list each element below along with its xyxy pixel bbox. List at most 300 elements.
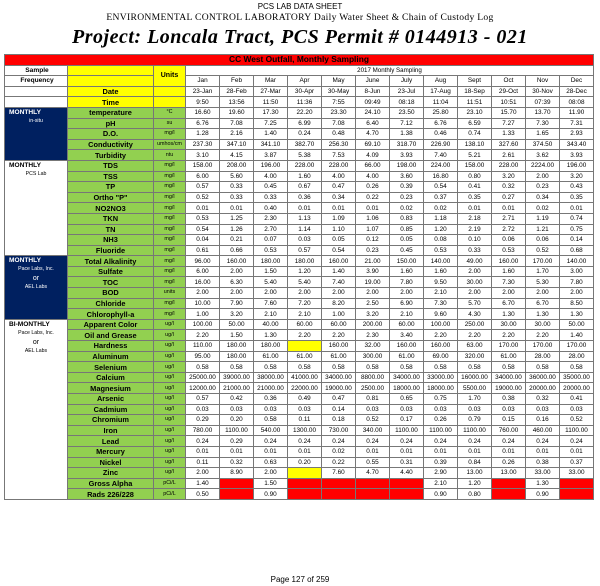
value-cell: 2.00 xyxy=(186,468,220,479)
row-ph xyxy=(5,118,594,129)
row-nh3 xyxy=(5,235,594,246)
value-cell: 0.33 xyxy=(254,192,288,203)
value-cell: 13.00 xyxy=(458,468,492,479)
value-cell: 7.40 xyxy=(322,277,356,288)
value-cell: 1.18 xyxy=(424,213,458,224)
value-cell: 3.10 xyxy=(186,150,220,161)
value-cell: 1.40 xyxy=(186,478,220,489)
row-chlorophyll-a xyxy=(5,309,594,320)
frequency-main: MONTHLY xyxy=(9,257,41,265)
value-cell: 1.30 xyxy=(560,309,594,320)
value-cell: 17.30 xyxy=(254,107,288,118)
row-bod xyxy=(5,288,594,299)
value-cell xyxy=(492,489,526,500)
value-cell: 1.30 xyxy=(526,478,560,489)
value-cell: 36000.00 xyxy=(526,372,560,383)
parameter-name: Mercury xyxy=(68,446,154,457)
value-cell: 8800.00 xyxy=(356,372,390,383)
value-cell: 0.22 xyxy=(356,192,390,203)
unit-cell: ug/l xyxy=(154,341,186,352)
value-cell: 6.99 xyxy=(288,118,322,129)
value-cell: 196.00 xyxy=(560,160,594,171)
value-cell: 0.34 xyxy=(322,192,356,203)
value-cell: 0.35 xyxy=(458,192,492,203)
value-cell: 1.50 xyxy=(220,330,254,341)
value-cell: 5.38 xyxy=(288,150,322,161)
value-cell: 6.30 xyxy=(220,277,254,288)
value-cell: 3.20 xyxy=(492,171,526,182)
value-cell xyxy=(288,468,322,479)
row-gross-alpha xyxy=(5,478,594,489)
date-cell: 8-Jun xyxy=(356,86,390,97)
row-no2no3 xyxy=(5,203,594,214)
row-tkn xyxy=(5,213,594,224)
value-cell: 0.03 xyxy=(424,404,458,415)
value-cell: 1.33 xyxy=(492,129,526,140)
value-cell: 1.50 xyxy=(254,478,288,489)
value-cell: 1.21 xyxy=(526,224,560,235)
value-cell: 0.27 xyxy=(492,192,526,203)
value-cell: 2.20 xyxy=(492,330,526,341)
row-nickel xyxy=(5,457,594,468)
value-cell: 7.27 xyxy=(492,118,526,129)
value-cell: 0.32 xyxy=(526,394,560,405)
value-cell: 61.00 xyxy=(254,351,288,362)
value-cell: 5500.00 xyxy=(458,383,492,394)
value-cell: 3.20 xyxy=(560,171,594,182)
value-cell: 0.58 xyxy=(254,362,288,373)
time-cell: 11:50 xyxy=(254,97,288,108)
value-cell: 0.47 xyxy=(322,394,356,405)
value-cell: 1.60 xyxy=(390,266,424,277)
frequency-main: MONTHLY xyxy=(9,108,41,116)
value-cell: 0.03 xyxy=(560,404,594,415)
date-cell: 23-Jan xyxy=(186,86,220,97)
value-cell: 0.41 xyxy=(560,394,594,405)
row-apparent-color xyxy=(5,319,594,330)
value-cell: 4.30 xyxy=(458,309,492,320)
value-cell: 2.61 xyxy=(492,150,526,161)
value-cell: 7.53 xyxy=(322,150,356,161)
value-cell: 2.00 xyxy=(492,288,526,299)
month-header: Nov xyxy=(526,76,560,87)
row-conductivity xyxy=(5,139,594,150)
row-tp xyxy=(5,182,594,193)
frequency-lab: AEL Labs xyxy=(24,284,48,291)
value-cell: 21000.00 xyxy=(220,383,254,394)
value-cell: 1.14 xyxy=(288,224,322,235)
value-cell xyxy=(220,489,254,500)
unit-cell: ug/l xyxy=(154,436,186,447)
value-cell: 3.90 xyxy=(356,266,390,277)
table-body xyxy=(5,55,594,500)
value-cell: 0.58 xyxy=(424,362,458,373)
value-cell: 3.20 xyxy=(356,309,390,320)
time-cell: 11:51 xyxy=(458,97,492,108)
value-cell: 228.00 xyxy=(288,160,322,171)
value-cell: 237.30 xyxy=(186,139,220,150)
parameter-name: Hardness xyxy=(68,341,154,352)
value-cell: 2224.00 xyxy=(526,160,560,171)
value-cell: 0.23 xyxy=(356,245,390,256)
value-cell: 30.00 xyxy=(526,319,560,330)
value-cell: 9.60 xyxy=(424,309,458,320)
value-cell: 6.70 xyxy=(526,298,560,309)
value-cell: 341.10 xyxy=(254,139,288,150)
value-cell: 1.07 xyxy=(356,224,390,235)
row-calcium xyxy=(5,372,594,383)
value-cell: 0.49 xyxy=(288,394,322,405)
value-cell: 33.00 xyxy=(526,468,560,479)
value-cell: 0.58 xyxy=(288,362,322,373)
value-cell xyxy=(288,341,322,352)
unit-cell: ug/l xyxy=(154,383,186,394)
value-cell: 0.01 xyxy=(186,446,220,457)
blank-cell xyxy=(154,86,186,97)
unit-cell: su xyxy=(154,118,186,129)
row-temperature xyxy=(5,107,594,118)
value-cell: 95.00 xyxy=(186,351,220,362)
row-selenium xyxy=(5,362,594,373)
parameter-name: NH3 xyxy=(68,235,154,246)
value-cell: 2.30 xyxy=(356,330,390,341)
date-cell: 27-Mar xyxy=(254,86,288,97)
parameter-name: Total Alkalinity xyxy=(68,256,154,267)
unit-cell: ug/l xyxy=(154,351,186,362)
value-cell: 2.10 xyxy=(424,478,458,489)
date-cell: 29-Oct xyxy=(492,86,526,97)
value-cell: 2.18 xyxy=(458,213,492,224)
parameter-name: Apparent Color xyxy=(68,319,154,330)
value-cell: 0.24 xyxy=(458,436,492,447)
value-cell: 2.00 xyxy=(322,288,356,299)
row-fluoride xyxy=(5,245,594,256)
value-cell: 0.34 xyxy=(526,192,560,203)
value-cell: 25000.00 xyxy=(186,372,220,383)
time-cell: 11:04 xyxy=(424,97,458,108)
unit-cell: mg/l xyxy=(154,192,186,203)
units-header: Units xyxy=(154,65,186,86)
value-cell: 6.00 xyxy=(186,171,220,182)
value-cell: 0.33 xyxy=(220,182,254,193)
banner-title: CC West Outfall, Monthly Sampling xyxy=(5,55,594,66)
month-header: Feb xyxy=(220,76,254,87)
value-cell xyxy=(322,489,356,500)
parameter-name: Chromium xyxy=(68,415,154,426)
value-cell: 0.07 xyxy=(254,235,288,246)
value-cell: 0.23 xyxy=(390,192,424,203)
value-cell: 0.21 xyxy=(220,235,254,246)
value-cell: 0.03 xyxy=(526,404,560,415)
value-cell: 5.21 xyxy=(458,150,492,161)
value-cell: 19000.00 xyxy=(492,383,526,394)
frequency-group xyxy=(5,256,68,320)
value-cell: 63.00 xyxy=(458,341,492,352)
value-cell: 1.13 xyxy=(288,213,322,224)
sampling-title: 2017 Monthly Sampling xyxy=(186,65,594,76)
month-row xyxy=(5,76,594,87)
value-cell: 1.65 xyxy=(526,129,560,140)
value-cell: 9.50 xyxy=(424,277,458,288)
unit-cell: mg/l xyxy=(154,256,186,267)
value-cell: 4.70 xyxy=(356,468,390,479)
value-cell: 0.10 xyxy=(458,235,492,246)
value-cell: 180.00 xyxy=(288,256,322,267)
time-cell: 08:18 xyxy=(390,97,424,108)
parameter-name: Cadmium xyxy=(68,404,154,415)
value-cell: 0.03 xyxy=(186,404,220,415)
date-cell: 23-Jul xyxy=(390,86,424,97)
value-cell: 0.58 xyxy=(220,362,254,373)
value-cell: 140.00 xyxy=(424,256,458,267)
date-cell: 30-May xyxy=(322,86,356,97)
value-cell xyxy=(390,489,424,500)
value-cell: 1.38 xyxy=(390,129,424,140)
parameter-name: TN xyxy=(68,224,154,235)
frequency-lab: or xyxy=(32,338,40,346)
value-cell: 0.01 xyxy=(288,203,322,214)
value-cell: 0.01 xyxy=(492,203,526,214)
value-cell: 0.58 xyxy=(390,362,424,373)
value-cell: 0.57 xyxy=(288,245,322,256)
month-header: Jan xyxy=(186,76,220,87)
value-cell: 6.70 xyxy=(492,298,526,309)
value-cell: 0.01 xyxy=(356,446,390,457)
value-cell: 0.53 xyxy=(186,213,220,224)
value-cell: 0.58 xyxy=(458,362,492,373)
value-cell: 34000.00 xyxy=(322,372,356,383)
value-cell: 0.24 xyxy=(322,436,356,447)
value-cell: 11.90 xyxy=(560,107,594,118)
time-cell: 11:36 xyxy=(288,97,322,108)
month-header: June xyxy=(356,76,390,87)
value-cell: 1.00 xyxy=(322,309,356,320)
value-cell: 3.60 xyxy=(390,171,424,182)
unit-cell: ntu xyxy=(154,150,186,161)
unit-cell: mg/l xyxy=(154,235,186,246)
value-cell: 2.30 xyxy=(254,213,288,224)
value-cell: 7.80 xyxy=(560,277,594,288)
frequency-lab: in-situ xyxy=(29,117,43,124)
row-magnesium xyxy=(5,383,594,394)
unit-cell: ug/l xyxy=(154,362,186,373)
value-cell: 0.24 xyxy=(254,436,288,447)
value-cell: 0.58 xyxy=(322,362,356,373)
date-cell: 30-Nov xyxy=(526,86,560,97)
value-cell: 69.10 xyxy=(356,139,390,150)
value-cell: 32.00 xyxy=(356,341,390,352)
value-cell: 0.75 xyxy=(560,224,594,235)
value-cell: 0.63 xyxy=(254,457,288,468)
value-cell: 50.00 xyxy=(560,319,594,330)
value-cell: 0.05 xyxy=(390,235,424,246)
unit-cell: ug/l xyxy=(154,425,186,436)
value-cell: 1.60 xyxy=(424,266,458,277)
date-row xyxy=(5,86,594,97)
value-cell: 7.30 xyxy=(424,298,458,309)
unit-cell: umhos/cm xyxy=(154,139,186,150)
value-cell: 1.28 xyxy=(186,129,220,140)
unit-cell: mg/l xyxy=(154,182,186,193)
month-header: Aug xyxy=(424,76,458,87)
parameter-name: Turbidity xyxy=(68,150,154,161)
value-cell: 0.24 xyxy=(288,436,322,447)
value-cell: 1.26 xyxy=(220,224,254,235)
value-cell: 0.40 xyxy=(254,203,288,214)
value-cell: 0.50 xyxy=(186,489,220,500)
value-cell xyxy=(288,489,322,500)
parameter-name: Conductivity xyxy=(68,139,154,150)
value-cell: 0.52 xyxy=(560,415,594,426)
value-cell: 0.12 xyxy=(356,235,390,246)
value-cell: 0.24 xyxy=(424,436,458,447)
date-cell: 17-Aug xyxy=(424,86,458,97)
date-cell: 18-Sep xyxy=(458,86,492,97)
time-cell: 09:49 xyxy=(356,97,390,108)
value-cell: 2.71 xyxy=(492,213,526,224)
parameter-name: BOD xyxy=(68,288,154,299)
value-cell: 4.00 xyxy=(356,171,390,182)
value-cell: 2.20 xyxy=(322,330,356,341)
value-cell: 0.38 xyxy=(492,394,526,405)
value-cell: 100.00 xyxy=(186,319,220,330)
value-cell: 5.70 xyxy=(458,298,492,309)
parameter-name: Chloride xyxy=(68,298,154,309)
water-data-table xyxy=(4,54,594,500)
value-cell: 12000.00 xyxy=(186,383,220,394)
value-cell: 0.75 xyxy=(424,394,458,405)
value-cell: 0.01 xyxy=(254,446,288,457)
value-cell: 180.00 xyxy=(254,341,288,352)
value-cell: 138.10 xyxy=(458,139,492,150)
row-aluminum xyxy=(5,351,594,362)
value-cell: 6.76 xyxy=(424,118,458,129)
value-cell: 2.10 xyxy=(254,309,288,320)
value-cell: 0.03 xyxy=(288,404,322,415)
value-cell: 0.01 xyxy=(186,203,220,214)
value-cell: 7.80 xyxy=(390,277,424,288)
value-cell: 3.40 xyxy=(390,330,424,341)
value-cell: 0.06 xyxy=(526,235,560,246)
value-cell: 15.70 xyxy=(492,107,526,118)
parameter-name: Lead xyxy=(68,436,154,447)
value-cell: 0.26 xyxy=(492,457,526,468)
value-cell: 0.02 xyxy=(424,203,458,214)
value-cell: 13.70 xyxy=(526,107,560,118)
row-cadmium xyxy=(5,404,594,415)
value-cell: 30.00 xyxy=(458,277,492,288)
value-cell: 0.02 xyxy=(322,446,356,457)
value-cell: 208.00 xyxy=(220,160,254,171)
unit-cell: ug/l xyxy=(154,394,186,405)
value-cell: 3.87 xyxy=(254,150,288,161)
value-cell: 0.48 xyxy=(322,129,356,140)
unit-cell: pCi/L xyxy=(154,489,186,500)
value-cell: 2.00 xyxy=(254,288,288,299)
value-cell: 0.11 xyxy=(186,457,220,468)
value-cell: 0.03 xyxy=(220,404,254,415)
value-cell: 460.00 xyxy=(526,425,560,436)
value-cell: 0.05 xyxy=(322,235,356,246)
value-cell: 1.20 xyxy=(288,266,322,277)
value-cell: 150.00 xyxy=(390,256,424,267)
value-cell: 0.41 xyxy=(458,182,492,193)
value-cell: 0.65 xyxy=(390,394,424,405)
value-cell: 16.00 xyxy=(186,277,220,288)
value-cell: 0.43 xyxy=(560,182,594,193)
value-cell: 0.18 xyxy=(322,415,356,426)
unit-cell: units xyxy=(154,288,186,299)
value-cell: 0.80 xyxy=(458,171,492,182)
unit-cell: mg/l xyxy=(154,309,186,320)
value-cell: 0.02 xyxy=(526,203,560,214)
value-cell: 2.72 xyxy=(492,224,526,235)
value-cell: 0.01 xyxy=(526,446,560,457)
row-rads-226-228 xyxy=(5,489,594,500)
unit-cell: ug/l xyxy=(154,415,186,426)
month-header: Mar xyxy=(254,76,288,87)
row-iron xyxy=(5,425,594,436)
value-cell: 18000.00 xyxy=(390,383,424,394)
value-cell: 7.30 xyxy=(492,277,526,288)
value-cell: 0.58 xyxy=(356,362,390,373)
value-cell: 13.00 xyxy=(492,468,526,479)
row-chloride xyxy=(5,298,594,309)
value-cell: 2.00 xyxy=(526,288,560,299)
value-cell: 343.40 xyxy=(560,139,594,150)
value-cell: 10.00 xyxy=(186,298,220,309)
value-cell: 0.58 xyxy=(492,362,526,373)
value-cell: 200.00 xyxy=(356,319,390,330)
value-cell: 198.00 xyxy=(390,160,424,171)
value-cell: 61.00 xyxy=(288,351,322,362)
parameter-name: Gross Alpha xyxy=(68,478,154,489)
project-title: Project: Loncala Tract, PCS Permit # 0144913 - 021 xyxy=(72,26,528,48)
value-cell: 16.80 xyxy=(424,171,458,182)
value-cell: 0.22 xyxy=(322,457,356,468)
value-cell: 30.00 xyxy=(492,319,526,330)
date-cell: 30-Apr xyxy=(288,86,322,97)
value-cell: 4.00 xyxy=(254,171,288,182)
frequency-main: MONTHLY xyxy=(9,161,41,169)
frequency-lab: Pace Labs, Inc. xyxy=(18,266,54,273)
value-cell: 0.57 xyxy=(186,394,220,405)
time-label: Time xyxy=(68,97,154,108)
value-cell: 2.00 xyxy=(458,266,492,277)
blank-cell xyxy=(154,97,186,108)
parameter-name: TDS xyxy=(68,160,154,171)
value-cell: 33.00 xyxy=(560,468,594,479)
parameter-name: Arsenic xyxy=(68,394,154,405)
value-cell xyxy=(560,489,594,500)
value-cell: 0.01 xyxy=(356,203,390,214)
value-cell: 160.00 xyxy=(322,256,356,267)
time-cell: 13:56 xyxy=(220,97,254,108)
value-cell: 0.01 xyxy=(322,203,356,214)
value-cell: 24.10 xyxy=(356,107,390,118)
value-cell: 160.00 xyxy=(492,256,526,267)
value-cell: 1.09 xyxy=(322,213,356,224)
value-cell: 21.00 xyxy=(356,256,390,267)
value-cell: 22.20 xyxy=(288,107,322,118)
value-cell: 250.00 xyxy=(458,319,492,330)
parameter-name: Aluminum xyxy=(68,351,154,362)
value-cell: 2.19 xyxy=(458,224,492,235)
value-cell: 0.66 xyxy=(220,245,254,256)
value-cell: 0.47 xyxy=(322,182,356,193)
value-cell: 7.20 xyxy=(288,298,322,309)
value-cell: 0.90 xyxy=(424,489,458,500)
